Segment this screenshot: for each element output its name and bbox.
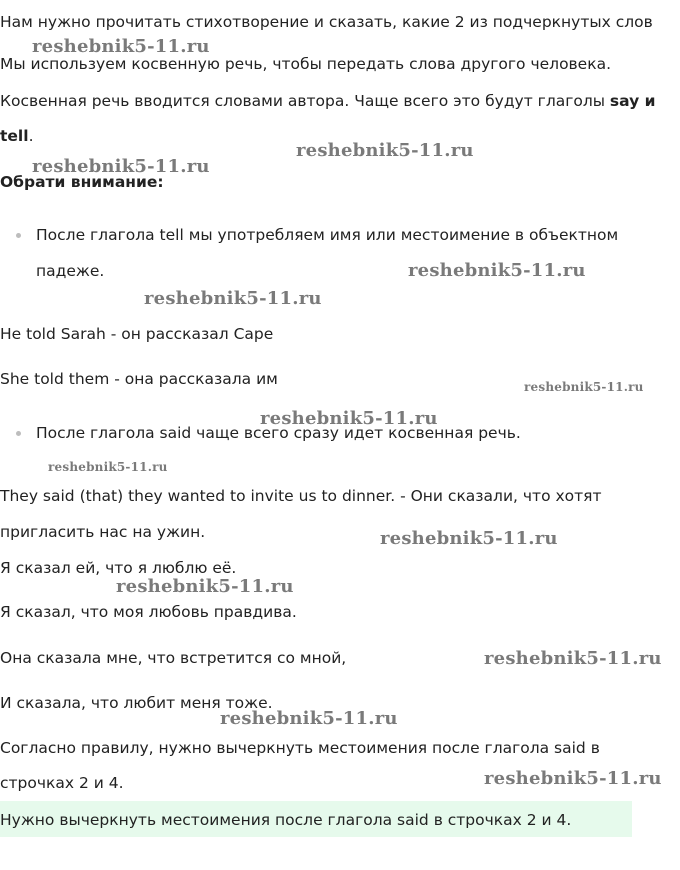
watermark: reshebnik5-11.ru (408, 260, 586, 281)
rule-line-2 (0, 91, 656, 111)
rule-tell-keyword: tell (0, 127, 29, 145)
bullet-2-line: После глагола said чаще всего сразу идет косвенная речь. (36, 424, 521, 442)
watermark: reshebnik5-11.ru (380, 528, 558, 549)
poem-line-4: И сказала, что любит меня тоже. (0, 694, 273, 712)
poem-line-1: Я сказал ей, что я люблю её. (0, 559, 237, 577)
answer-text: Нужно вычеркнуть местоимения после глагола said в строчках 2 и 4. (0, 811, 572, 829)
example-3-line-2: пригласить нас на ужин. (0, 523, 206, 541)
watermark: reshebnik5-11.ru (484, 648, 662, 669)
poem-line-2: Я сказал, что моя любовь правдива. (0, 603, 297, 621)
watermark: reshebnik5-11.ru (484, 768, 662, 789)
reasoning-line-1: Согласно правилу, нужно вычеркнуть местоимения после глагола said в (0, 739, 600, 757)
poem-line-3: Она сказала мне, что встретится со мной, (0, 649, 347, 667)
example-1: He told Sarah - он рассказал Саре (0, 325, 274, 343)
rule-line-3-period: . (28, 127, 34, 145)
watermark: reshebnik5-11.ru (260, 408, 438, 429)
bullet-1-line-2: падеже. (36, 262, 105, 280)
rule-say-keyword: say и (609, 92, 656, 110)
reasoning-line-2: строчках 2 и 4. (0, 774, 124, 792)
watermark: reshebnik5-11.ru (296, 140, 474, 161)
rule-line-3 (0, 126, 34, 146)
note-heading: Обрати внимание: (0, 173, 164, 191)
bullet-dot-2 (16, 431, 21, 436)
rule-line-2-text: Косвенная речь вводится словами автора. Чаще всего это будут глаголы (0, 92, 610, 110)
watermark: reshebnik5-11.ru (48, 460, 168, 474)
watermark: reshebnik5-11.ru (524, 380, 644, 394)
example-3-line-1: They said (that) they wanted to invite us to dinner. - Они сказали, что хотят (0, 487, 602, 505)
watermark: reshebnik5-11.ru (144, 288, 322, 309)
watermark: reshebnik5-11.ru (32, 36, 210, 57)
bullet-1-line-1: После глагола tell мы употребляем имя или местоимение в объектном (36, 226, 619, 244)
example-2: She told them - она рассказала им (0, 370, 278, 388)
watermark: reshebnik5-11.ru (220, 708, 398, 729)
bullet-dot-1 (16, 233, 21, 238)
intro-line: Нам нужно прочитать стихотворение и сказать, какие 2 из подчеркнутых слов (0, 13, 653, 31)
watermark: reshebnik5-11.ru (116, 576, 294, 597)
rule-line-1: Мы используем косвенную речь, чтобы передать слова другого человека. (0, 55, 612, 73)
watermark: reshebnik5-11.ru (32, 156, 210, 177)
